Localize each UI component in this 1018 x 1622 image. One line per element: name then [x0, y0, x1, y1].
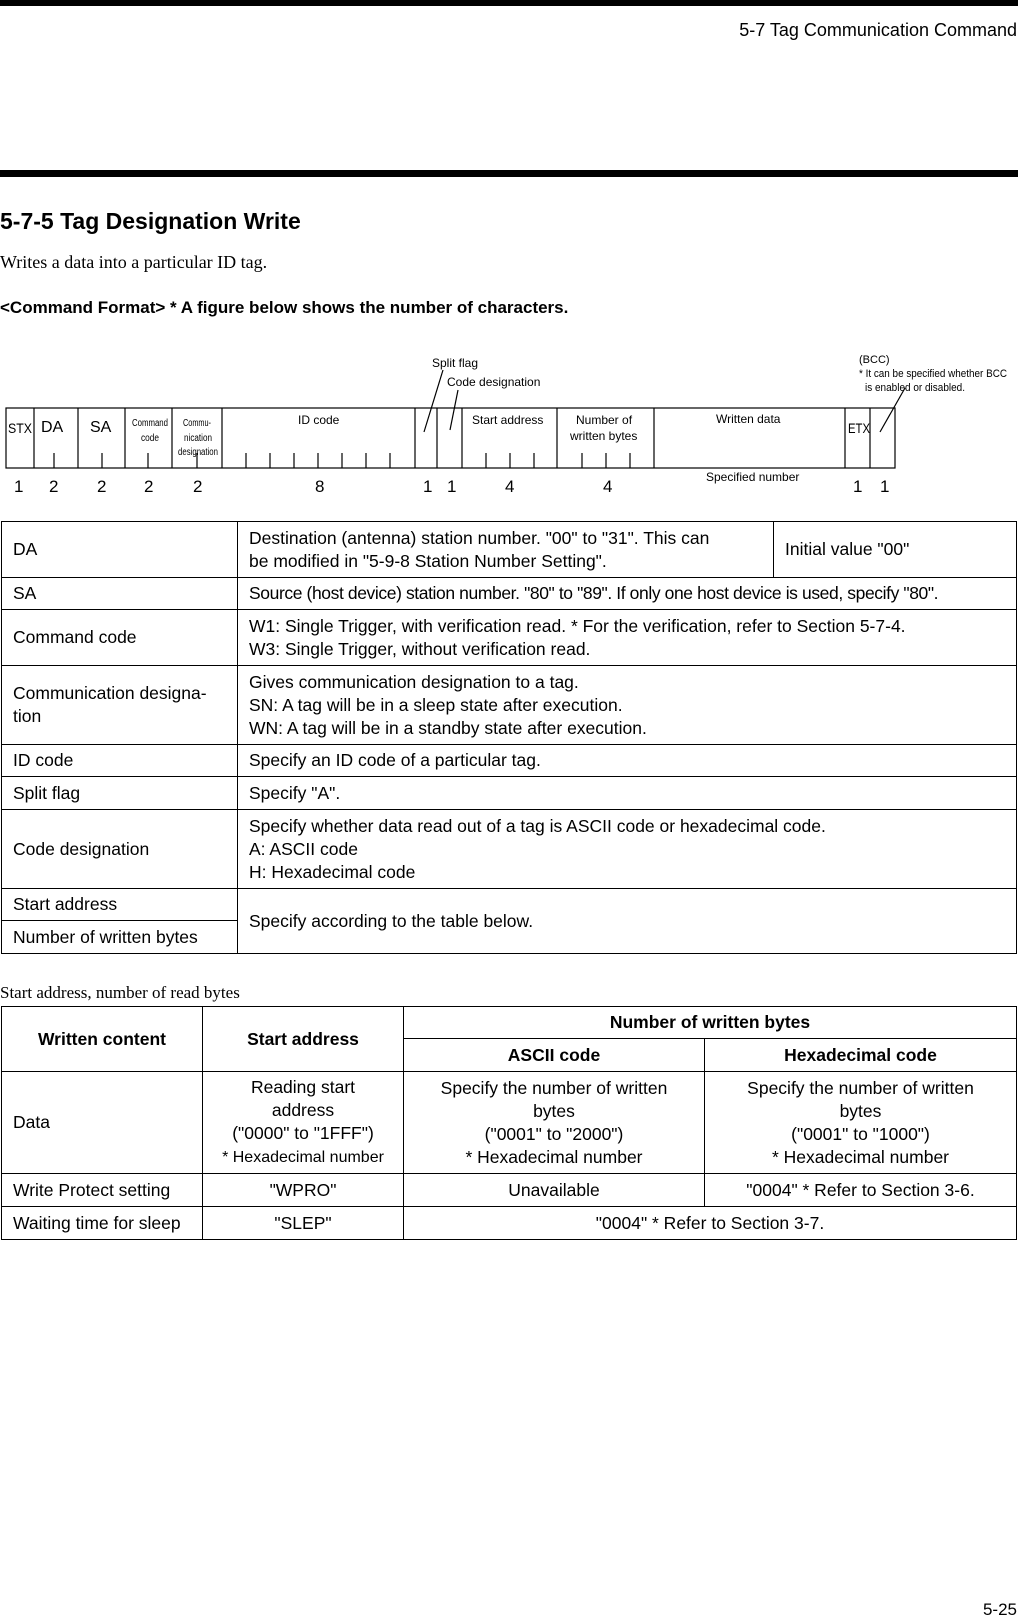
- cell-line: * Hexadecimal number: [771, 1146, 950, 1167]
- cell-line: Reading start: [250, 1077, 356, 1097]
- field-description-table: [1, 521, 1017, 954]
- field-da: DA: [41, 419, 64, 436]
- written-content: Write Protect setting: [2, 1174, 203, 1207]
- field-name: Split flag: [2, 777, 238, 810]
- count-code-designation: 1: [447, 477, 457, 496]
- field-description: [238, 610, 1017, 666]
- field-description: [238, 522, 774, 578]
- column-header: Number of written bytes: [404, 1007, 1017, 1039]
- field-communication-designation-2: nication: [184, 433, 212, 444]
- field-name: DA: [2, 522, 238, 578]
- description-line: A: ASCII code: [249, 838, 358, 859]
- bytes-value: "0004" * Refer to Section 3-7.: [404, 1207, 1017, 1240]
- bcc-label: (BCC): [859, 354, 890, 366]
- field-name: SA: [2, 578, 238, 610]
- count-number-of-written-bytes: 4: [603, 477, 613, 496]
- start-address: [203, 1072, 404, 1174]
- field-name: Number of written bytes: [2, 921, 238, 954]
- description-line: Destination (antenna) station number. "00" to "31". This can: [249, 527, 710, 548]
- table-row: [2, 610, 1017, 666]
- split-flag-label: Split flag: [432, 356, 479, 370]
- field-description: Source (host device) station number. "80" to "89". If only one host device is used, specify "80".: [238, 578, 1017, 610]
- table-row: [2, 666, 1017, 745]
- column-header: Hexadecimal code: [705, 1039, 1017, 1072]
- column-header: Written content: [2, 1007, 203, 1072]
- section-title: 5-7-5 Tag Designation Write: [0, 208, 301, 234]
- initial-value: Initial value "00": [774, 522, 1017, 578]
- section-intro: Writes a data into a particular ID tag.: [0, 252, 268, 272]
- field-written-data: Written data: [716, 412, 781, 426]
- field-communication-designation-3: designation: [178, 447, 218, 458]
- hex-bytes: [705, 1072, 1017, 1174]
- cell-line: ("0001" to "1000"): [791, 1123, 930, 1144]
- field-stx: STX: [8, 420, 33, 436]
- description-line: W1: Single Trigger, with verification read. * For the verification, refer to Section 5-7-4.: [249, 615, 906, 636]
- table-row: [2, 1207, 1017, 1240]
- description-line: W3: Single Trigger, without verification read.: [249, 638, 591, 659]
- field-id-code: ID code: [298, 413, 340, 427]
- cell-line: address: [271, 1100, 335, 1120]
- header-rule: [0, 170, 1018, 177]
- start-address-table: [1, 1006, 1017, 1240]
- table-row: [2, 810, 1017, 889]
- description-line: Gives communication designation to a tag.: [249, 671, 579, 692]
- count-stx: 1: [14, 477, 24, 496]
- cell-line: bytes: [839, 1100, 882, 1121]
- field-description: Specify an ID code of a particular tag.: [238, 745, 1017, 777]
- column-header: Start address: [203, 1007, 404, 1072]
- code-designation-label: Code designation: [447, 375, 541, 389]
- count-bcc: 1: [880, 477, 890, 496]
- field-start-address: Start address: [472, 413, 544, 427]
- field-description: [238, 810, 1017, 889]
- field-etx: ETX: [848, 420, 871, 436]
- description-line: be modified in "5-9-8 Station Number Setting".: [249, 550, 607, 571]
- ascii-bytes: [404, 1072, 705, 1174]
- field-description: [238, 666, 1017, 745]
- field-name-line: Communication designa-: [13, 683, 207, 703]
- description-line: Specify whether data read out of a tag is ASCII code or hexadecimal code.: [249, 815, 826, 836]
- start-address: "WPRO": [203, 1174, 404, 1207]
- field-name: Code designation: [2, 810, 238, 889]
- page-number: 5-25: [982, 1600, 1017, 1619]
- cell-line: ("0001" to "2000"): [484, 1123, 624, 1144]
- cell-line: * Hexadecimal number: [222, 1149, 384, 1166]
- count-communication-designation: 2: [193, 477, 203, 496]
- field-name-line: tion: [13, 706, 42, 726]
- field-name: [2, 666, 238, 745]
- start-address: "SLEP": [203, 1207, 404, 1240]
- field-name: Start address: [2, 889, 238, 921]
- cell-line: Specify the number of written: [440, 1077, 668, 1098]
- field-number-of-written-bytes-1: Number of: [576, 413, 633, 427]
- field-command-code-1: Command: [132, 418, 168, 429]
- table-row: [2, 745, 1017, 777]
- specified-number-label: Specified number: [706, 470, 800, 484]
- table-row: [2, 1174, 1017, 1207]
- bcc-note-line1: * It can be specified whether BCC: [859, 368, 1008, 380]
- table-row: [2, 1072, 1017, 1174]
- count-split-flag: 1: [423, 477, 433, 496]
- cell-line: ("0000" to "1FFF"): [232, 1123, 374, 1143]
- table-row: [2, 777, 1017, 810]
- cell-line: Specify the number of written: [747, 1077, 974, 1098]
- table-row: [2, 889, 1017, 921]
- running-header: 5-7 Tag Communication Command: [739, 20, 1017, 40]
- hex-bytes: "0004" * Refer to Section 3-6.: [705, 1174, 1017, 1207]
- description-line: H: Hexadecimal code: [249, 861, 416, 882]
- field-description: Specify according to the table below.: [238, 889, 1017, 954]
- count-command-code: 2: [144, 477, 154, 496]
- count-id-code: 8: [315, 477, 325, 496]
- table-header-row: [2, 1007, 1017, 1039]
- description-line: WN: A tag will be in a standby state after execution.: [249, 717, 647, 738]
- table-caption: Start address, number of read bytes: [0, 983, 240, 1002]
- description-line: SN: A tag will be in a sleep state after execution.: [249, 694, 623, 715]
- count-da: 2: [49, 477, 59, 496]
- table-row: [2, 578, 1017, 610]
- column-header: ASCII code: [404, 1039, 705, 1072]
- field-description: Specify "A".: [238, 777, 1017, 810]
- field-number-of-written-bytes-2: written bytes: [570, 429, 638, 443]
- top-rule: [0, 0, 1018, 6]
- command-format-diagram: [0, 350, 1018, 500]
- table-row: [2, 522, 1017, 578]
- field-name: ID code: [2, 745, 238, 777]
- field-command-code-2: code: [141, 433, 160, 444]
- cell-line: bytes: [533, 1100, 575, 1121]
- count-etx: 1: [853, 477, 863, 496]
- cell-line: * Hexadecimal number: [465, 1146, 643, 1167]
- count-start-address: 4: [505, 477, 515, 496]
- count-sa: 2: [97, 477, 107, 496]
- field-sa: SA: [90, 419, 112, 436]
- field-name: Command code: [2, 610, 238, 666]
- written-content: Waiting time for sleep: [2, 1207, 203, 1240]
- written-content: Data: [2, 1072, 203, 1174]
- field-communication-designation-1: Commu-: [183, 418, 211, 429]
- ascii-bytes: Unavailable: [404, 1174, 705, 1207]
- command-format-heading: <Command Format> * A figure below shows the number of characters.: [0, 298, 569, 317]
- bcc-note-line2: is enabled or disabled.: [865, 382, 965, 394]
